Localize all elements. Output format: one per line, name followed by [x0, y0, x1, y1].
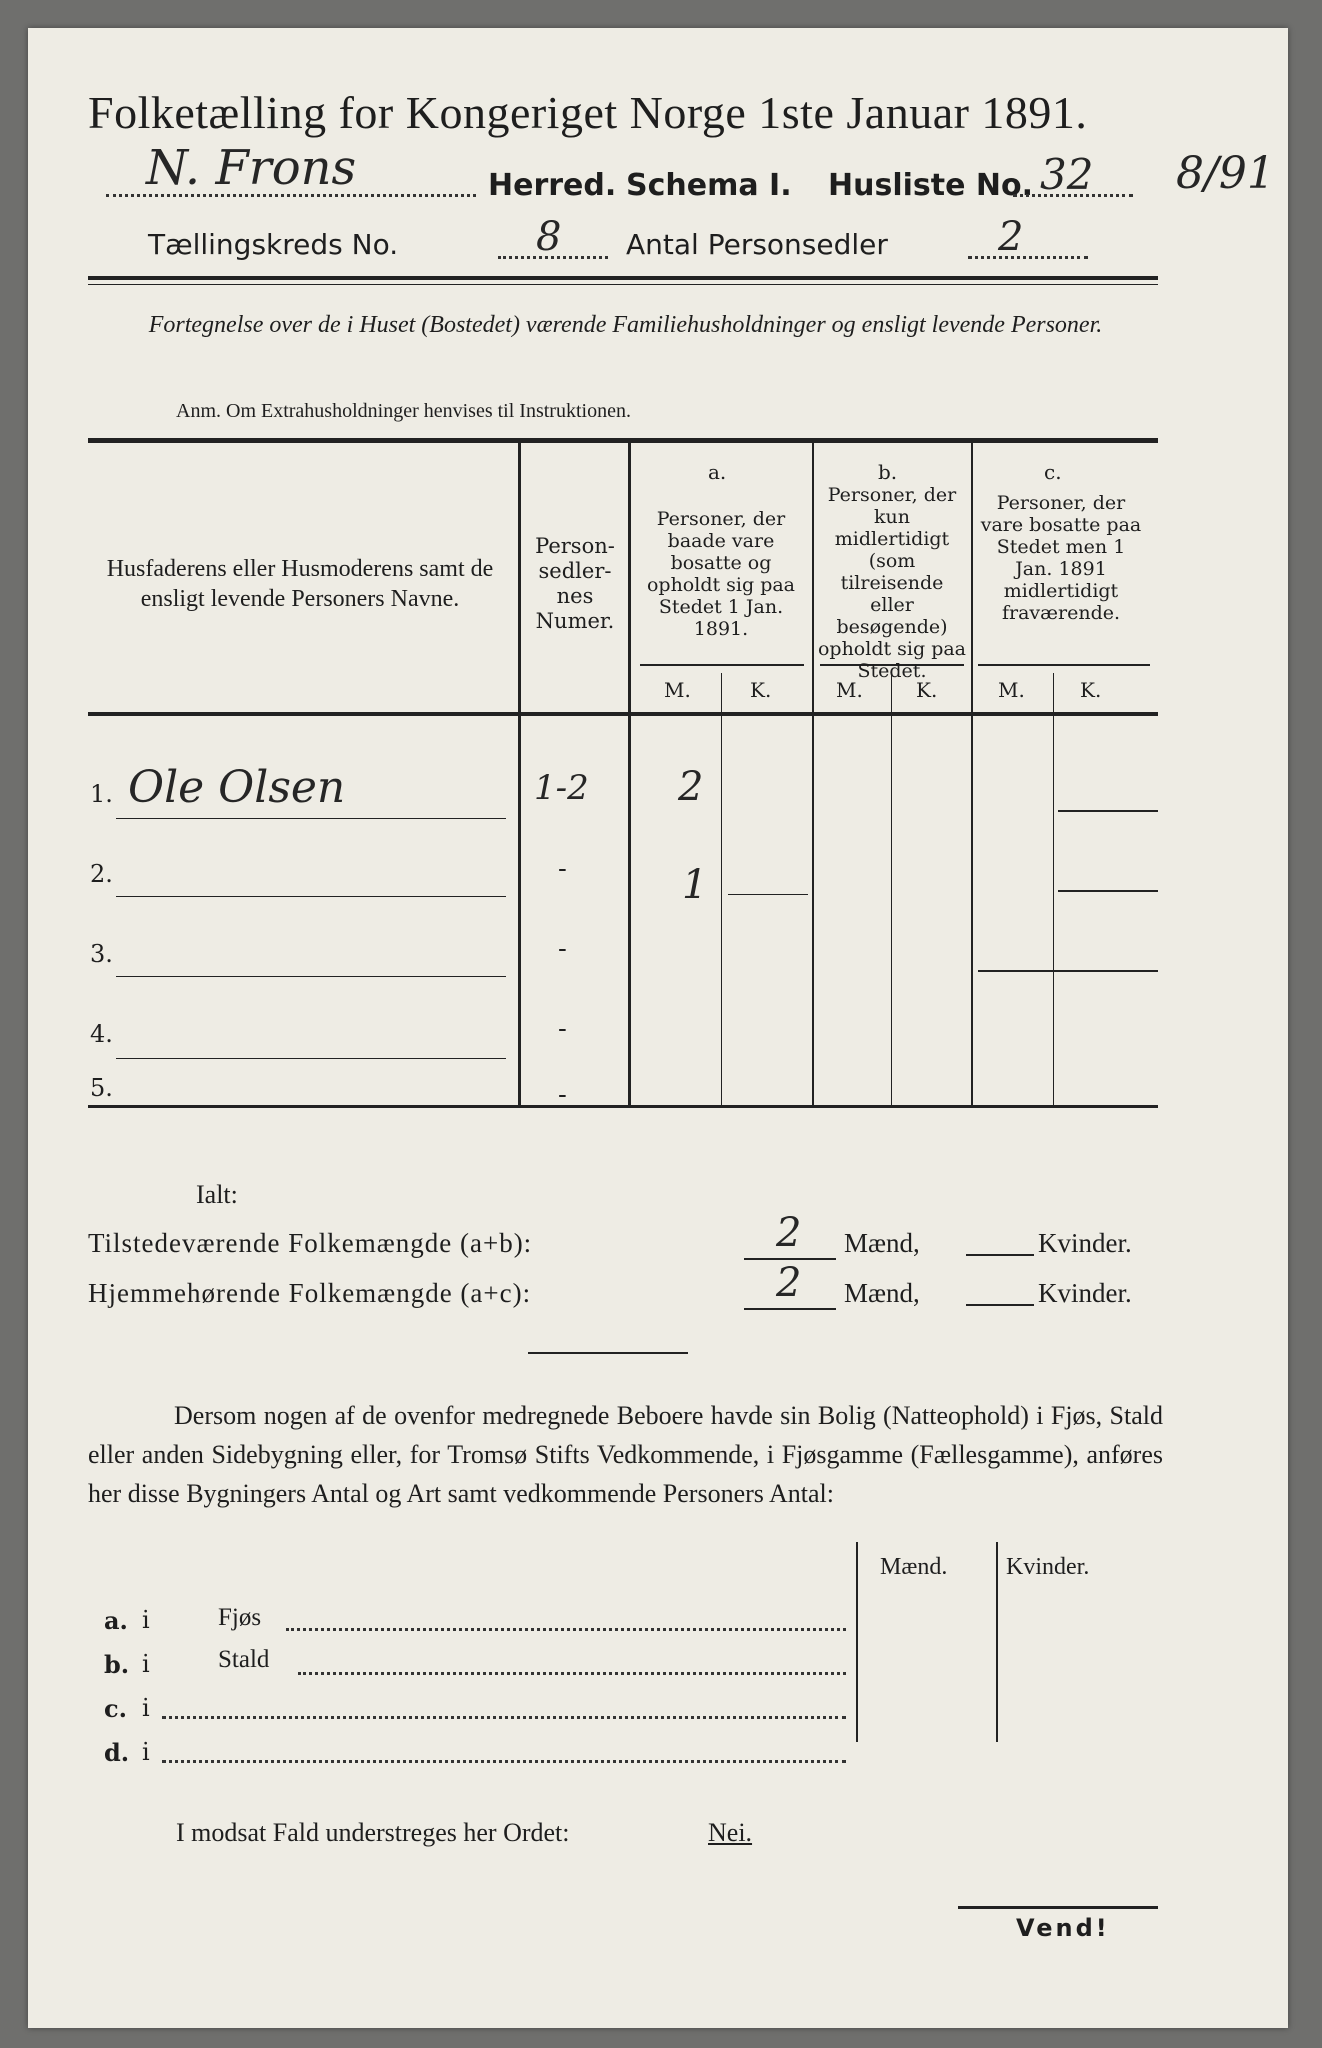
row-name: Ole Olsen	[128, 762, 346, 813]
c-m-label: M.	[998, 678, 1025, 702]
c-mk-rule	[978, 664, 1150, 666]
table-bottom-rule	[88, 1105, 1158, 1108]
item-dotline	[298, 1672, 846, 1675]
vline-4	[971, 443, 973, 1105]
vline-c-mk	[1053, 673, 1054, 1105]
hjemme-kvinder: Kvinder.	[1038, 1278, 1132, 1308]
row-num-value: 1-2	[534, 768, 589, 808]
table-header-bottom-rule	[88, 712, 1158, 716]
row-num-value: -	[558, 934, 567, 964]
hjemme-kvinder-line	[966, 1304, 1034, 1306]
husliste-value: 32	[1040, 150, 1094, 199]
row-rule	[116, 896, 506, 897]
bolig-paragraph: Dersom nogen af de ovenfor medregnede Beboere havde sin Bolig (Natteophold) i Fjøs, Stald eller anden Sidebygning eller, for Tromsø Stifts Vedkommende, i Fjøsgamme (Fællesgamme), anføres her disse Bygningers Antal og Art samt vedkommende Personers Antal:	[88, 1401, 1163, 1508]
col-c-letter: c.	[1044, 460, 1062, 484]
row-number: 1.	[90, 780, 113, 808]
b-m-label: M.	[836, 678, 863, 702]
row-rule	[116, 818, 506, 819]
item-letter: d.	[104, 1738, 130, 1767]
a-m-label: M.	[664, 678, 691, 702]
tilstede-maend: Mænd,	[844, 1228, 920, 1258]
header-rule	[88, 276, 1158, 280]
col-a-letter: a.	[708, 460, 727, 484]
vline-b-mk	[891, 673, 892, 1105]
table-top-rule	[88, 438, 1158, 443]
separator-rule	[528, 1352, 688, 1354]
col-a-header: Personer, der baade vare bosatte og opholdt sig paa Stedet 1 Jan. 1891.	[646, 508, 796, 640]
item-dotline	[286, 1628, 846, 1631]
bolig-kvinder-head: Kvinder.	[1006, 1554, 1090, 1580]
vline-a-mk	[721, 673, 722, 1105]
modsat-text: I modsat Fald understreges her Ordet:	[176, 1818, 570, 1847]
col-c-header: Personer, der vare bosatte paa Stedet men 1 Jan. 1891 midlertidigt fraværende.	[980, 492, 1142, 624]
row-rule-c	[978, 970, 1158, 972]
col-b-letter: b.	[878, 460, 898, 484]
row-number: 5.	[90, 1074, 113, 1102]
tilstede-kvinder-line	[966, 1254, 1034, 1256]
herred-label: Herred.	[488, 168, 617, 203]
row-rule-c	[1058, 810, 1158, 812]
bolig-vline-1	[856, 1542, 858, 1742]
census-form-page	[28, 28, 1288, 2028]
row-rule	[116, 976, 506, 977]
anm-text: Anm. Om Extrahusholdninger henvises til Instruktionen.	[176, 400, 631, 422]
husliste-label: Husliste No.	[828, 168, 1033, 203]
item-label: Fjøs	[218, 1604, 262, 1631]
item-letter: b.	[104, 1650, 130, 1679]
row-rule	[116, 1058, 506, 1059]
hjemme-maend: Mænd,	[844, 1278, 920, 1308]
antal-label: Antal Personsedler	[626, 228, 888, 261]
vline-3	[812, 443, 814, 1105]
fortegnelse-text: Fortegnelse over de i Huset (Bostedet) værende Familiehusholdninger og ensligt levende Personer.	[148, 312, 1103, 338]
item-letter: c.	[104, 1694, 127, 1723]
antal-dotline	[968, 256, 1088, 259]
vend-rule	[958, 1906, 1158, 1909]
item-i: i	[142, 1694, 150, 1722]
col-b-header: Personer, der kun midlertidigt (som tilreisende eller besøgende) opholdt sig paa Stedet.	[817, 484, 967, 682]
bolig-vline-2	[996, 1542, 998, 1742]
vend-text: Vend!	[1016, 1914, 1110, 1942]
tilstede-kvinder: Kvinder.	[1038, 1228, 1132, 1258]
antal-value: 2	[998, 214, 1024, 260]
vline-2	[628, 443, 631, 1105]
item-letter: a.	[104, 1606, 128, 1635]
ialt-label: Ialt:	[196, 1180, 238, 1209]
header-rule-thin	[88, 284, 1158, 285]
row-rule-c	[1058, 890, 1158, 892]
row-a-m-value: 1	[682, 862, 708, 908]
item-label: Stald	[218, 1646, 270, 1673]
tilstede-value: 2	[776, 1210, 802, 1256]
row-num-value: -	[558, 1080, 567, 1110]
col-num-header: Person-sedler-nes Numer.	[535, 534, 615, 633]
row-number: 3.	[90, 940, 113, 968]
row-num-value: -	[558, 1014, 567, 1044]
row-a-m-value: 2	[678, 764, 704, 810]
row-rule-a	[728, 894, 808, 895]
tilstede-label: Tilstedeværende Folkemængde (a+b):	[88, 1228, 533, 1258]
hjemme-value: 2	[776, 1260, 802, 1306]
b-k-label: K.	[916, 678, 938, 702]
item-dotline	[162, 1760, 846, 1763]
col-name-header: Husfaderens eller Husmoderens samt de ensligt levende Personers Navne.	[106, 556, 494, 612]
nei-word: Nei.	[708, 1818, 753, 1847]
c-k-label: K.	[1080, 678, 1102, 702]
item-i: i	[142, 1738, 150, 1766]
herred-value: N. Frons	[146, 140, 357, 196]
row-num-value: -	[558, 854, 567, 884]
corner-note: 8/91	[1176, 148, 1275, 199]
a-k-label: K.	[750, 678, 772, 702]
kreds-value: 8	[536, 214, 562, 260]
hjemme-label: Hjemmehørende Folkemængde (a+c):	[88, 1278, 532, 1308]
row-number: 2.	[90, 860, 113, 888]
hjemme-value-line	[744, 1308, 836, 1310]
schema-label: Schema I.	[626, 168, 792, 203]
item-i: i	[142, 1606, 150, 1634]
item-i: i	[142, 1650, 150, 1678]
form-title: Folketælling for Kongeriget Norge 1ste Januar 1891.	[88, 87, 1088, 138]
row-number: 4.	[90, 1020, 113, 1048]
item-dotline	[162, 1716, 846, 1719]
bolig-maend-head: Mænd.	[880, 1554, 948, 1580]
vline-1	[518, 443, 521, 1105]
kreds-label: Tællingskreds No.	[148, 228, 399, 261]
a-mk-rule	[640, 664, 804, 666]
